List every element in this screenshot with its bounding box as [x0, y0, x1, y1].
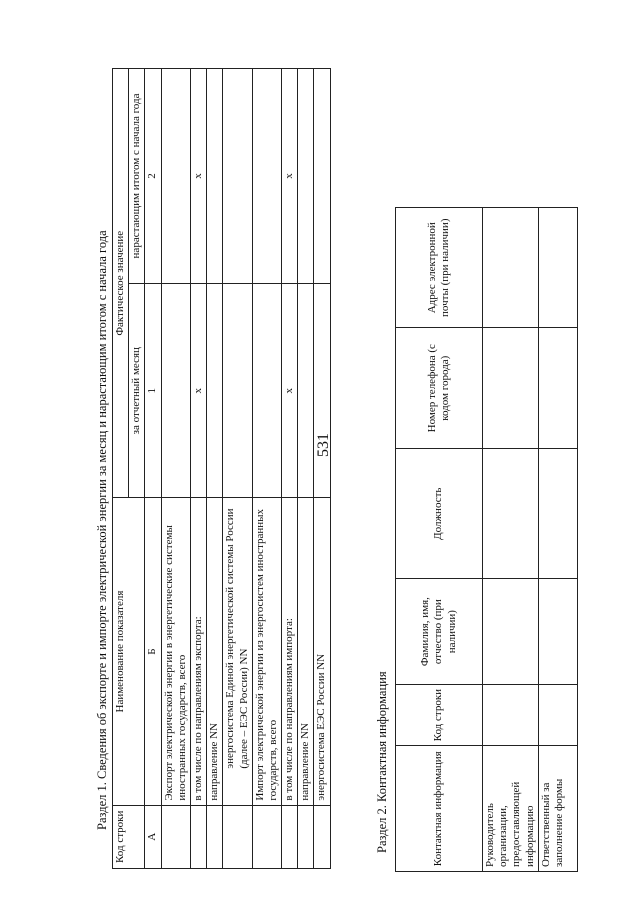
row-value-month — [207, 283, 223, 497]
page-number: 531 — [315, 433, 332, 457]
header-row-code: Код строки — [396, 684, 483, 746]
row-value-month — [161, 283, 190, 497]
cell-row-code — [483, 684, 539, 746]
row-code — [314, 805, 330, 868]
row-name: Импорт электрической энергии из энергосистем иностранных государств, всего — [252, 498, 281, 805]
row-name: в том числе по направлениям экспорта: — [190, 498, 206, 805]
header-name: Наименование показателя — [113, 498, 145, 805]
header-ytd: нарастающим итогом с начала года — [129, 69, 145, 284]
header-month: за отчетный месяц — [129, 283, 145, 497]
row-value-ytd — [298, 69, 314, 284]
header-contact-info: Контактная информация — [396, 746, 483, 872]
header-phone-number: Номер телефона (с кодом города) — [396, 328, 483, 448]
table-row — [190, 69, 206, 869]
row-name: энергосистема ЕЭС России NN — [314, 498, 330, 805]
cell-contact-info: Ответственный за заполнение формы — [538, 746, 577, 872]
row-value-month — [314, 283, 330, 497]
row-code — [298, 805, 314, 868]
contact-row — [483, 208, 539, 872]
section1-table — [112, 68, 331, 869]
cell-phone-number — [483, 328, 539, 448]
table-row — [223, 69, 252, 869]
index-2: 2 — [145, 69, 161, 284]
row-value-ytd — [252, 69, 281, 284]
header-code: Код строки — [113, 805, 145, 868]
header-position: Должность — [396, 448, 483, 579]
index-a: А — [145, 805, 161, 868]
row-value-ytd — [223, 69, 252, 284]
table-row — [161, 69, 190, 869]
row-code — [190, 805, 206, 868]
section1-title: Раздел 1. Сведения об экспорте и импорте электрической энергии за месяц и нарастающим итогом с начала года — [95, 230, 109, 830]
row-value-ytd: x — [190, 69, 206, 284]
section2-table — [395, 207, 578, 872]
row-value-month: x — [282, 283, 298, 497]
row-code — [207, 805, 223, 868]
cell-row-code — [538, 684, 577, 746]
cell-phone-number — [538, 328, 577, 448]
row-value-month — [252, 283, 281, 497]
cell-full-name — [538, 579, 577, 684]
cell-email-address — [538, 208, 577, 329]
cell-email-address — [483, 208, 539, 329]
row-code — [161, 805, 190, 868]
table-row — [298, 69, 314, 869]
row-name: в том числе по направлениям импорта: — [282, 498, 298, 805]
header-email-address: Адрес электронной почты (при наличии) — [396, 208, 483, 329]
cell-contact-info: Руководитель организации, предоставляющей информацию — [483, 746, 539, 872]
table-row — [314, 69, 330, 869]
row-value-ytd: x — [282, 69, 298, 284]
row-value-month — [223, 283, 252, 497]
table-row — [252, 69, 281, 869]
index-1: 1 — [145, 283, 161, 497]
row-code — [282, 805, 298, 868]
row-name: Экспорт электрической энергии в энергетические системы иностранных государств, всего — [161, 498, 190, 805]
contact-row — [538, 208, 577, 872]
row-value-ytd — [161, 69, 190, 284]
row-name: направление NN — [298, 498, 314, 805]
row-value-month: x — [190, 283, 206, 497]
header-actual: Фактическое значение — [113, 69, 129, 498]
row-code — [252, 805, 281, 868]
row-value-ytd — [207, 69, 223, 284]
row-name: направление NN — [207, 498, 223, 805]
row-code — [223, 805, 252, 868]
cell-position — [483, 448, 539, 579]
header-full-name: Фамилия, имя, отчество (при наличии) — [396, 579, 483, 684]
cell-full-name — [483, 579, 539, 684]
table-row — [207, 69, 223, 869]
cell-position — [538, 448, 577, 579]
section2-title: Раздел 2. Контактная информация — [375, 671, 389, 853]
row-value-month — [298, 283, 314, 497]
index-b: Б — [145, 498, 161, 805]
table-row — [282, 69, 298, 869]
row-name: энергосистема Единой энергетической системы России (далее – ЕЭС России) NN — [223, 498, 252, 805]
row-value-ytd — [314, 69, 330, 284]
